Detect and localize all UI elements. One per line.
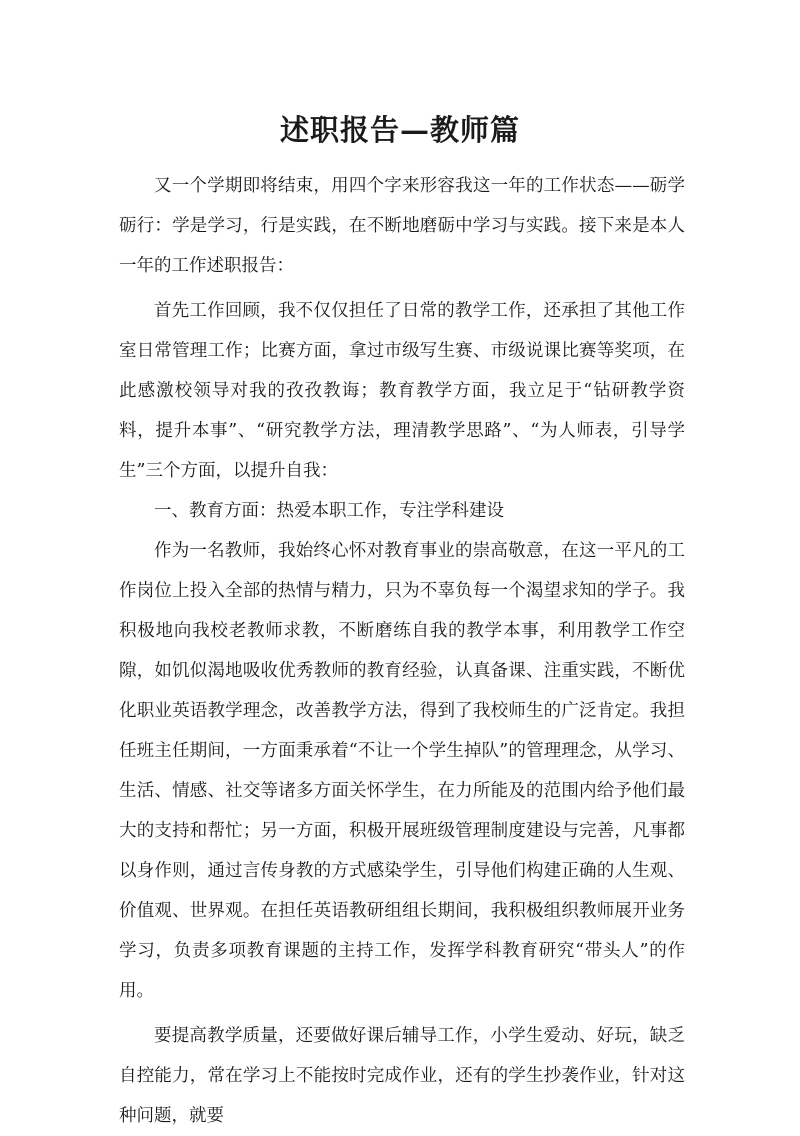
section-heading-education: 一、教育方面：热爱本职工作，专注学科建设 xyxy=(154,501,504,521)
paragraph-teacher-role: 作为一名教师，我始终心怀对教育事业的崇高敬意，在这一平凡的工作岗位上投入全部的热情与精力，只为不辜负每一个渴望求知的学子。我积极地向我校老教师求教，不断磨练自我的教学本事，利用教学工作空隙，如饥似渴地吸收优秀教师的教育经验，认真备课、注重实践，不断优化职业英语教学理念，改善教学方法，得到了我校师生的广泛肯定。我担任班主任期间，一方面秉承着“不让一个学生掉队”的管理理念，从学习、生活、情感、社交等诸多方面关怀学生，在力所能及的范围内给予他们最大的支持和帮忙；另一方面，积极开展班级管理制度建设与完善，凡事都以身作则，通过言传身教的方式感染学生，引导他们构建正确的人生观、价值观、世界观。在担任英语教研组组长期间，我积极组织教师展开业务学习，负责多项教育课题的主持工作，发挥学科教育研究“带头人”的作用。 xyxy=(119,541,685,1001)
document-body xyxy=(119,166,685,1136)
paragraph-review: 首先工作回顾，我不仅仅担任了日常的教学工作，还承担了其他工作室日常管理工作；比赛方面，拿过市级写生赛、市级说课比赛等奖项，在此感激校领导对我的孜孜教诲；教育教学方面，我立足于“钻研教学资料，提升本事”、“研究教学方法，理清教学思路”、“为人师表，引导学生”三个方面，以提升自我： xyxy=(119,301,685,481)
document-title: 述职报告—教师篇 xyxy=(279,113,520,147)
paragraph-teaching-quality: 要提高教学质量，还要做好课后辅导工作，小学生爱动、好玩，缺乏自控能力，常在学习上不能按时完成作业，还有的学生抄袭作业，针对这种问题，就要 xyxy=(119,1026,685,1126)
paragraph-intro: 又一个学期即将结束，用四个字来形容我这一年的工作状态——砺学砺行：学是学习，行是实践，在不断地磨砺中学习与实践。接下来是本人一年的工作述职报告： xyxy=(119,176,685,276)
